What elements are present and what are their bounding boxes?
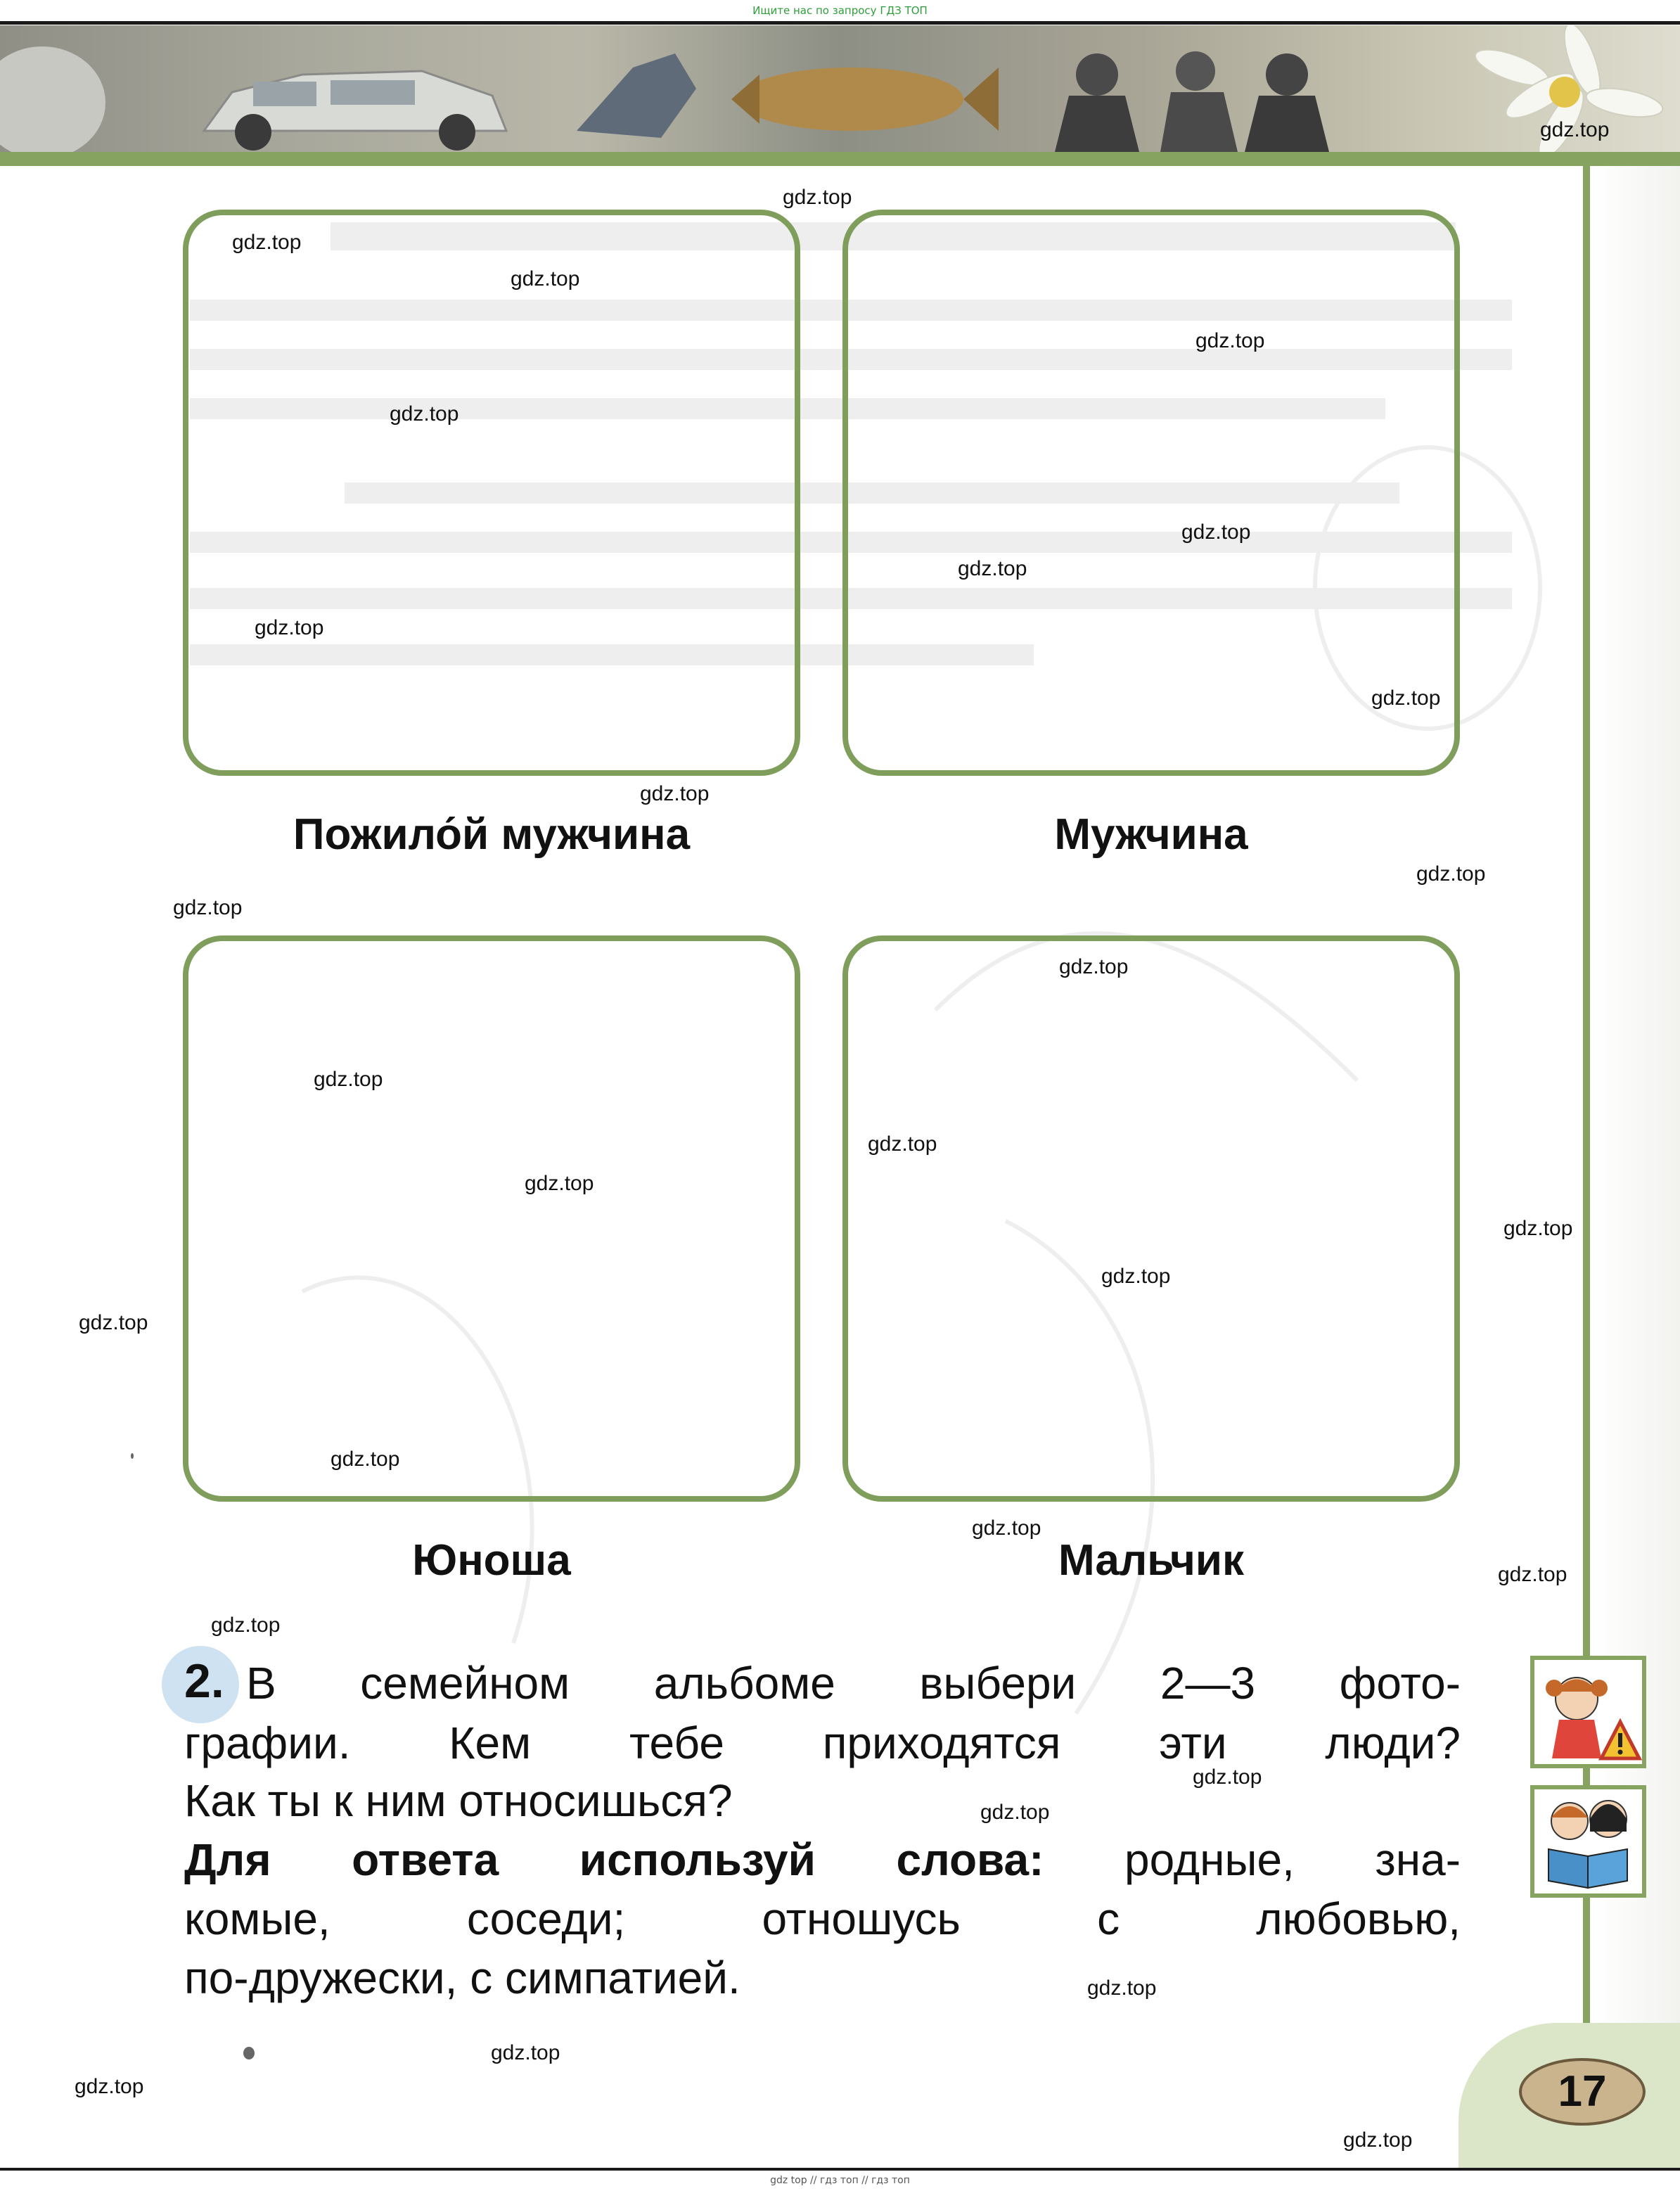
watermark: gdz.top: [511, 267, 580, 290]
watermark: gdz.top: [331, 1448, 400, 1471]
watermark: gdz.top: [1416, 862, 1486, 886]
watermark: gdz.top: [980, 1801, 1050, 1824]
watermark: gdz.top: [640, 782, 710, 805]
caption-youth: Юноша: [412, 1536, 571, 1585]
watermark: gdz.top: [1498, 1563, 1567, 1586]
watermark: gdz.top: [491, 2041, 560, 2064]
task-hint-lead: Для ответа используй слова:: [184, 1834, 1044, 1885]
watermark: gdz.top: [173, 896, 243, 919]
drawing-frame-boy[interactable]: [842, 935, 1460, 1502]
task-line-1-text: В семейном альбоме выбери 2—3 фото-: [246, 1658, 1461, 1708]
watermark: gdz.top: [1540, 118, 1610, 141]
banner-collage-image: [0, 25, 1680, 152]
top-rule: [0, 21, 1680, 25]
watermark: gdz.top: [79, 1311, 148, 1334]
watermark: gdz.top: [1343, 2128, 1413, 2152]
warning-girl-icon: [1534, 1660, 1642, 1764]
task-text-line-6: по-дружески, с симпатией.: [184, 1953, 740, 2003]
task-hint-words-1: родные, зна-: [1124, 1834, 1461, 1885]
watermark: gdz.top: [390, 402, 459, 426]
watermark: gdz.top: [1101, 1265, 1171, 1288]
task-number: 2.: [184, 1654, 224, 1708]
attention-girl-icon-card: [1530, 1656, 1646, 1768]
watermark: gdz.top: [958, 557, 1027, 580]
bottom-watermark-note: gdz top // гдз топ // гдз топ: [770, 2175, 910, 2186]
bottom-rule: [0, 2168, 1680, 2171]
watermark: gdz.top: [868, 1132, 937, 1156]
watermark: gdz.top: [1371, 686, 1441, 710]
watermark: gdz.top: [314, 1068, 383, 1091]
task-text-line-1: [184, 1655, 1461, 1711]
banner-bottom-strip: [0, 152, 1680, 166]
watermark: gdz.top: [211, 1614, 281, 1637]
watermark: gdz.top: [525, 1172, 594, 1195]
task-text-line-4: [184, 1832, 1461, 1888]
header-photo-banner: [0, 25, 1680, 152]
watermark: gdz.top: [1059, 955, 1129, 978]
scan-speck: [243, 2047, 255, 2059]
drawing-frame-elderly-man[interactable]: [183, 210, 800, 776]
watermark: gdz.top: [1193, 1765, 1262, 1789]
watermark: gdz.top: [1181, 520, 1251, 544]
watermark: gdz.top: [783, 186, 852, 209]
page-number: 17: [1558, 2067, 1607, 2116]
watermark: gdz.top: [75, 2075, 144, 2098]
task-text-line-3: Как ты к ним относишься?: [184, 1775, 733, 1826]
drawing-frame-man[interactable]: [842, 210, 1460, 776]
scan-speck: [131, 1453, 134, 1459]
watermark: gdz.top: [232, 231, 302, 254]
watermark: gdz.top: [1503, 1217, 1573, 1240]
caption-boy: Мальчик: [1058, 1536, 1245, 1585]
caption-elderly-man: Пожило́й мужчина: [293, 810, 691, 859]
top-watermark-note: Ищите нас по запросу ГДЗ ТОП: [752, 4, 928, 17]
watermark: gdz.top: [255, 616, 324, 639]
reading-book-icon: [1534, 1789, 1642, 1893]
watermark: gdz.top: [1195, 329, 1265, 352]
watermark: gdz.top: [972, 1516, 1041, 1540]
caption-man: Мужчина: [1054, 810, 1248, 859]
task-text-line-2: графии. Кем тебе приходятся эти люди?: [184, 1718, 1461, 1768]
task-text-line-5: комые, соседи; отношусь с любовью,: [184, 1893, 1461, 1944]
drawing-frame-youth[interactable]: [183, 935, 800, 1502]
watermark: gdz.top: [1087, 1976, 1157, 2000]
reading-children-icon-card: [1530, 1785, 1646, 1898]
